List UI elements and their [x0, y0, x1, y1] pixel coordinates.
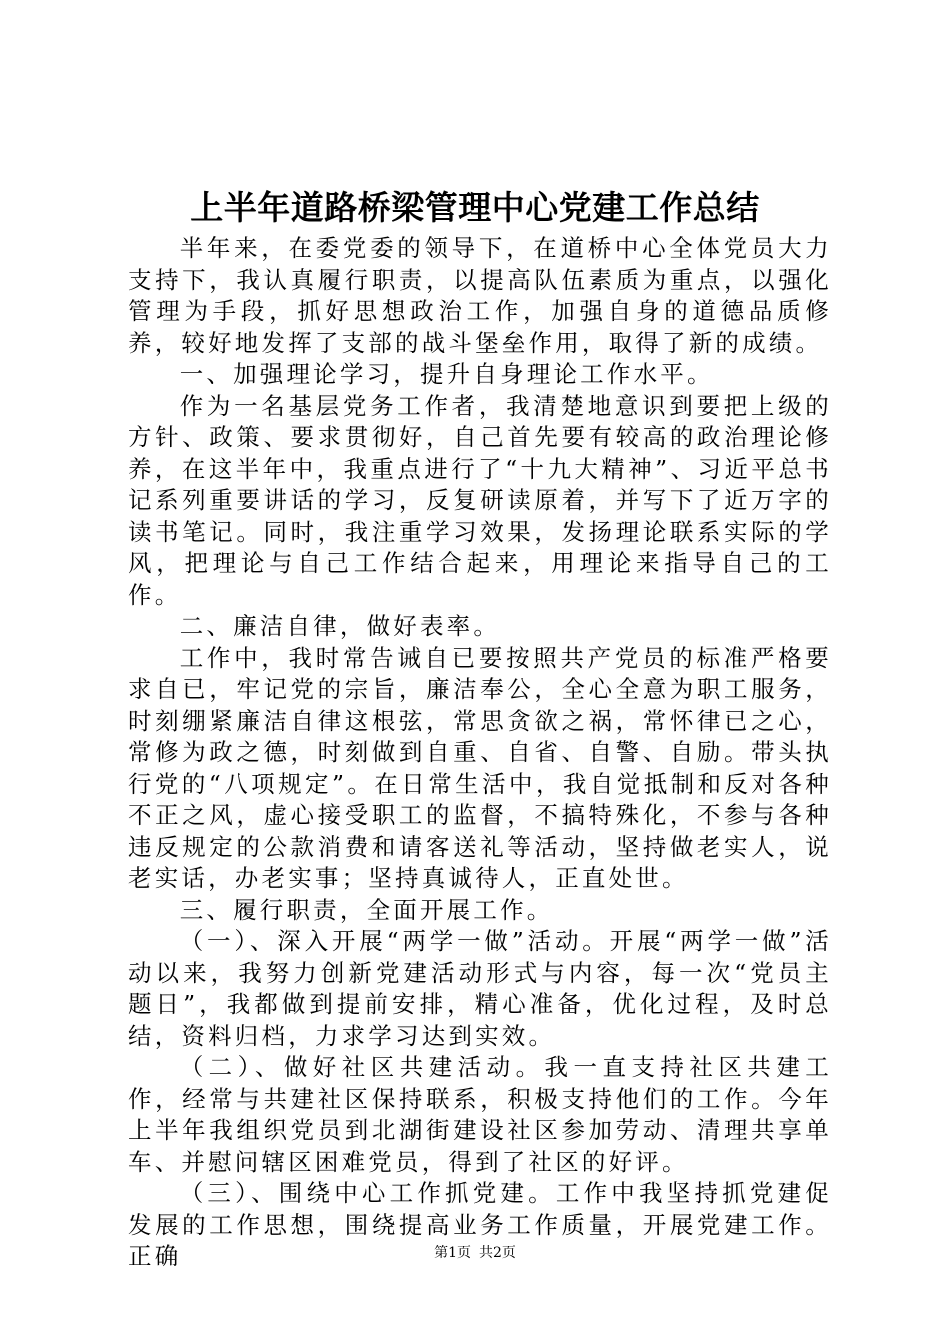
document-body — [128, 233, 832, 1273]
page-footer — [0, 1243, 950, 1263]
section-heading-1: 一、加强理论学习，提升自身理论工作水平。 — [179, 360, 714, 388]
section-heading-2: 二、廉洁自律，做好表率。 — [179, 612, 501, 640]
paragraph-item-3: （三）、围绕中心工作抓党建。工作中我坚持抓党建促发展的工作思想，围绕提高业务工作质量，开展党建工作。正确 — [128, 1179, 832, 1270]
page-number: 第1页 — [434, 1245, 471, 1261]
paragraph-item-2: （二）、做好社区共建活动。我一直支持社区共建工作，经常与共建社区保持联系，积极支持他们的工作。今年上半年我组织党员到北湖街建设社区参加劳动、清理共享单车、并慰问辖区困难党员，得到了社区的好评。 — [128, 1053, 832, 1176]
document-title: 上半年道路桥梁管理中心党建工作总结 — [190, 188, 760, 227]
paragraph-item-1: （一）、深入开展“两学一做”活动。开展“两学一做”活动以来，我努力创新党建活动形式与内容，每一次“党员主题日”，我都做到提前安排，精心准备，优化过程，及时总结，资料归档，力求学习达到实效。 — [128, 927, 832, 1050]
section-heading-3: 三、履行职责，全面开展工作。 — [179, 895, 554, 924]
paragraph-theory-study: 作为一名基层党务工作者，我清楚地意识到要把上级的方针、政策、要求贯彻好，自己首先要有较高的政治理论修养，在这半年中，我重点进行了“十九大精神”、习近平总书记系列重要讲话的学习，反复研读原着，并写下了近万字的读书笔记。同时，我注重学习效果，发扬理论联系实际的学风，把理论与自己工作结合起来，用理论来指导自己的工作。 — [128, 391, 832, 609]
page-total: 共2页 — [479, 1245, 516, 1261]
paragraph-integrity: 工作中，我时常告诫自已要按照共产党员的标准严格要求自已，牢记党的宗旨，廉洁奉公，全心全意为职工服务，时刻绷紧廉洁自律这根弦，常思贪欲之祸，常怀律已之心，常修为政之德，时刻做到自重、自省、自警、自励。带头执行党的“八项规定”。在日常生活中，我自觉抵制和反对各种不正之风，虚心接受职工的监督，不搞特殊化，不参与各种违反规定的公款消费和请客送礼等活动，坚持做老实人，说老实话，办老实事；坚持真诚待人，正直处世。 — [128, 643, 832, 892]
paragraph-intro: 半年来，在委党委的领导下，在道桥中心全体党员大力支持下，我认真履行职责，以提高队伍素质为重点，以强化管理为手段，抓好思想政治工作，加强自身的道德品质修养，较好地发挥了支部的战斗堡垒作用，取得了新的成绩。 — [128, 234, 832, 357]
